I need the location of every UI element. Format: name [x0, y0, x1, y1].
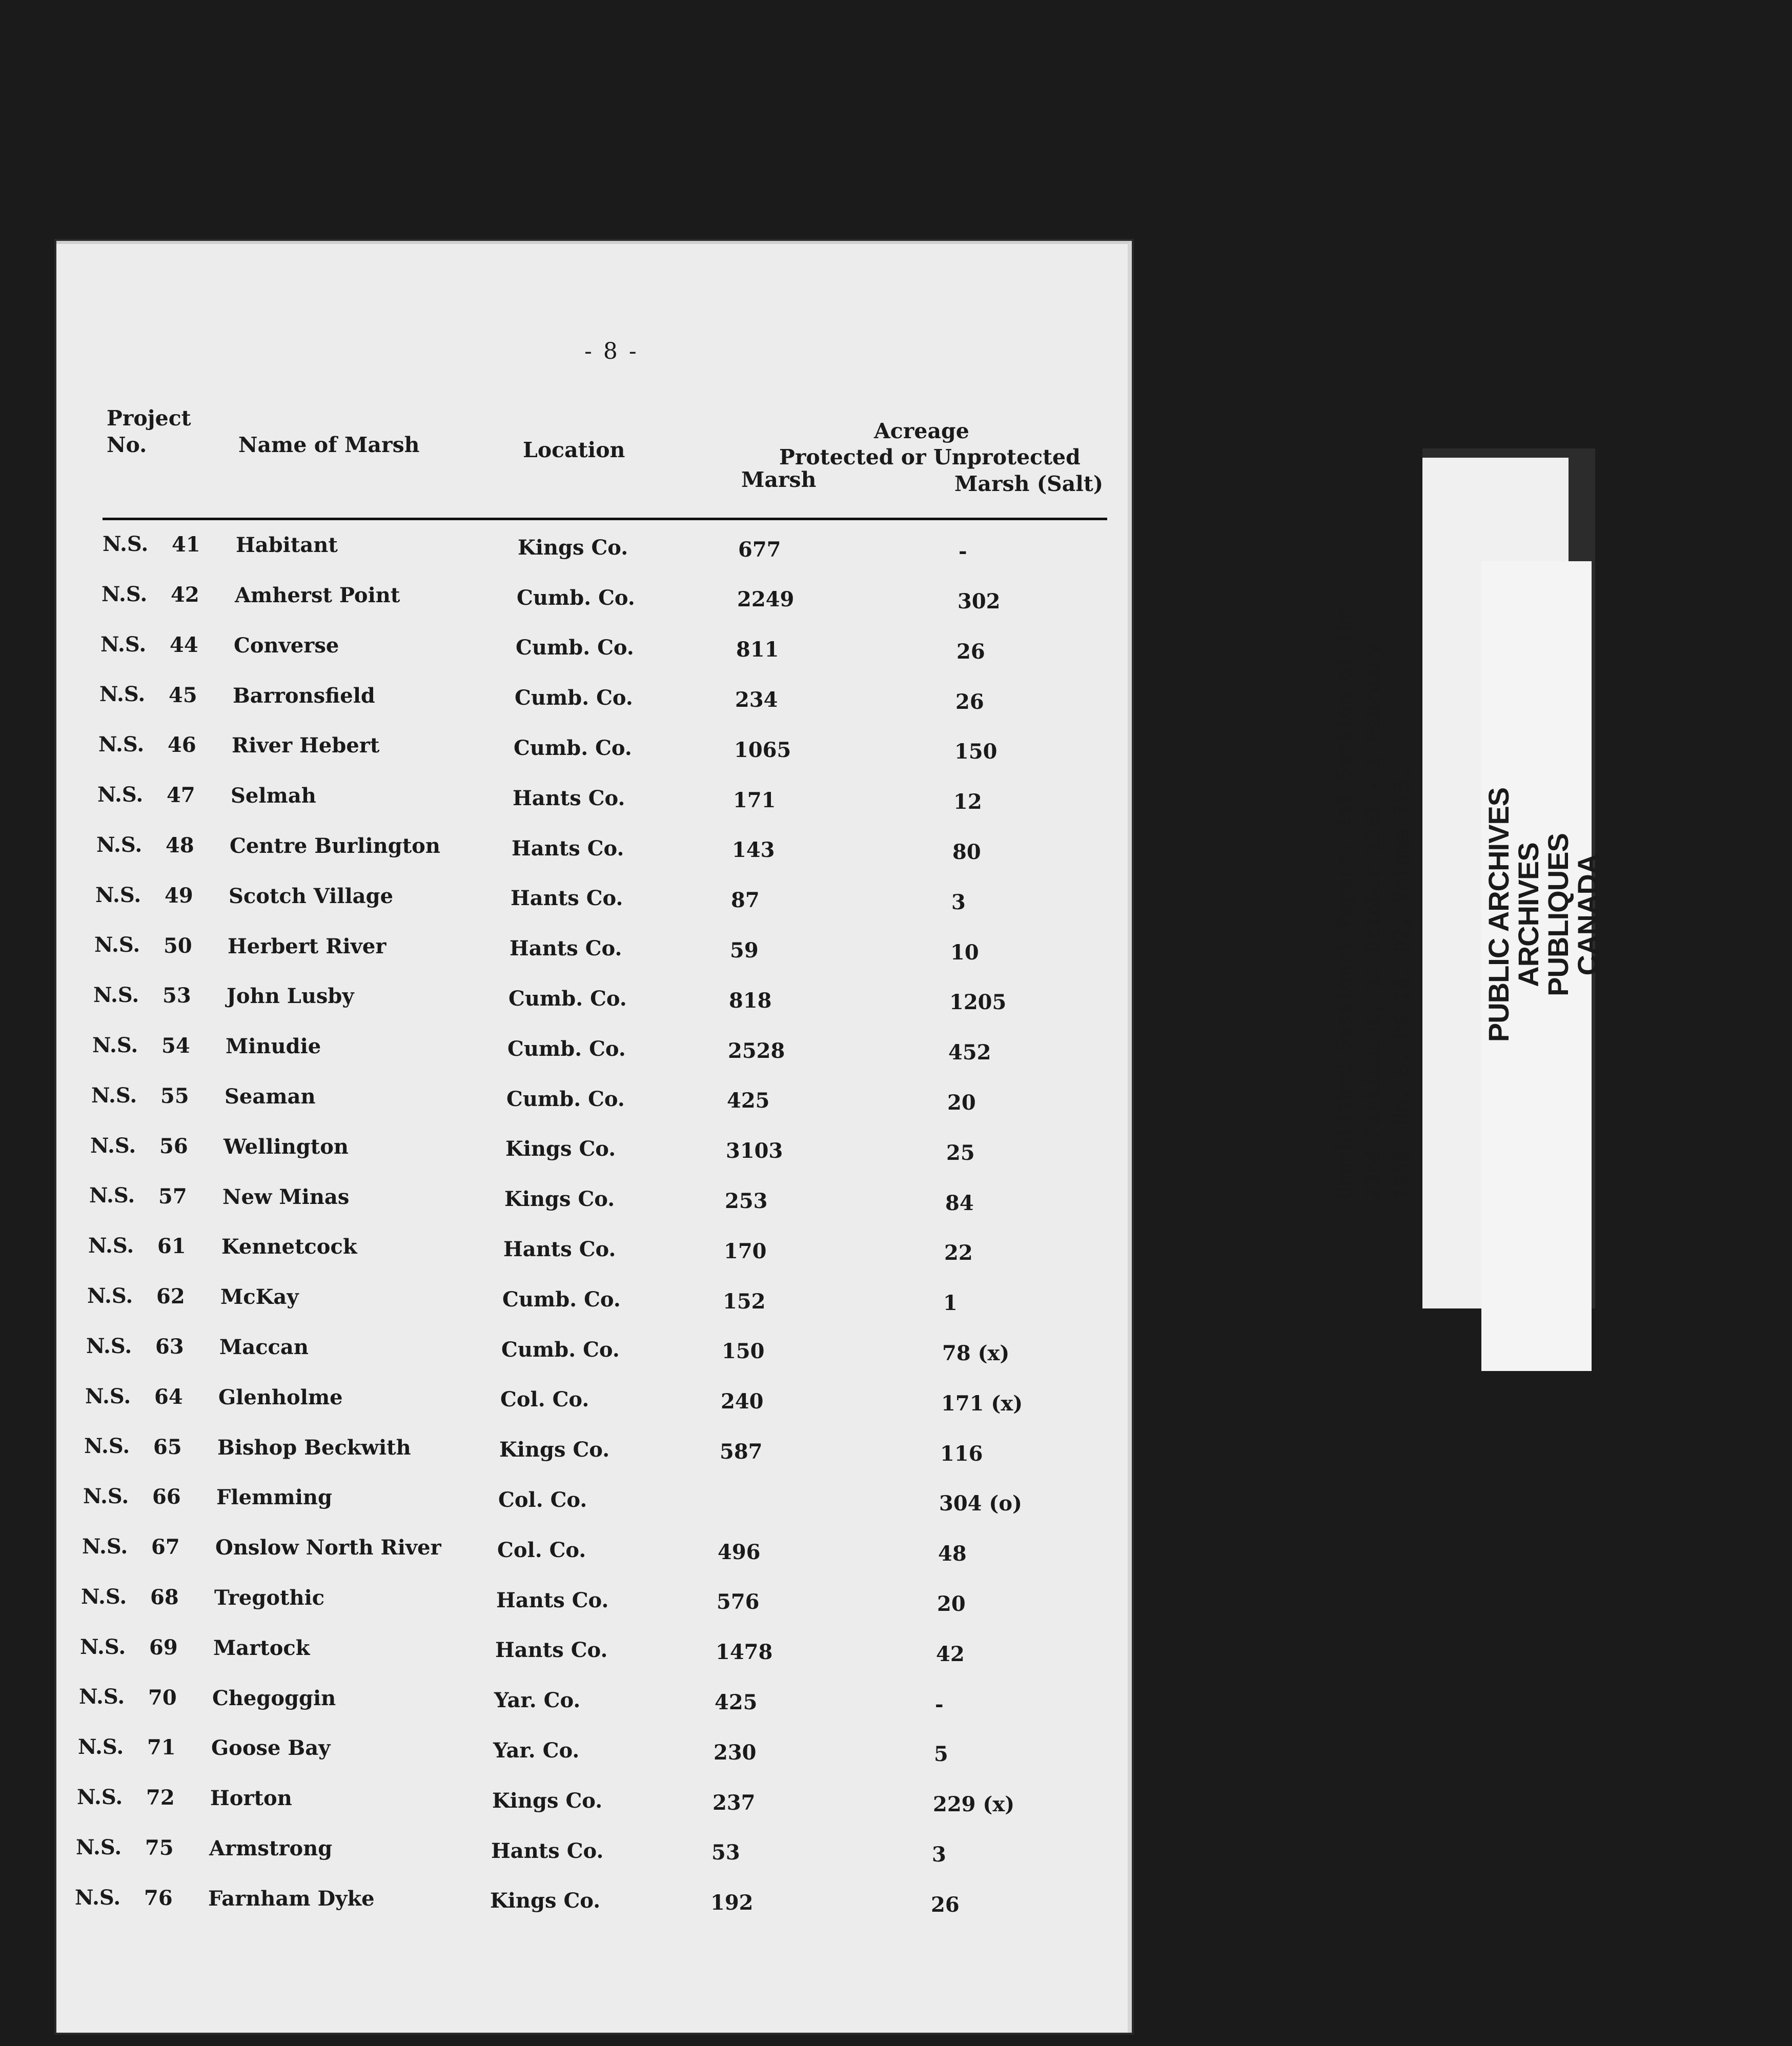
row-prefix: N.S. — [94, 933, 140, 957]
archive-label-line3: 1958. No. 8, RG 14, D2, Volume 773. — [1390, 767, 1414, 1199]
header-divider — [103, 518, 1107, 520]
row-prefix: N.S. — [79, 1685, 125, 1709]
table-row — [0, 1431, 1792, 1466]
row-unprotected-acreage: - — [959, 539, 967, 564]
row-prefix: N.S. — [75, 1885, 121, 1910]
row-location: Hants Co. — [510, 936, 622, 961]
row-marsh-name: River Hebert — [232, 733, 380, 758]
row-protected-acreage: 170 — [724, 1239, 767, 1263]
table-row — [0, 1381, 1792, 1416]
header-unprotected-marsh-salt: Marsh (Salt) — [954, 472, 1104, 496]
row-location: Hants Co. — [511, 886, 623, 911]
row-prefix: N.S. — [76, 1835, 122, 1859]
row-location: Cumb. Co. — [506, 1087, 625, 1111]
row-protected-acreage: 230 — [714, 1740, 757, 1765]
stamp-line1: PUBLIC ARCHIVES — [1482, 787, 1515, 1042]
row-protected-acreage: 240 — [721, 1389, 764, 1414]
row-marsh-name: McKay — [220, 1285, 299, 1310]
row-prefix: N.S. — [97, 783, 144, 807]
row-project-number: 72 — [146, 1786, 175, 1810]
row-marsh-name: Flemming — [216, 1485, 332, 1510]
row-protected-acreage: 811 — [736, 638, 779, 662]
row-location: Col. Co. — [497, 1538, 586, 1562]
row-prefix: N.S. — [83, 1484, 129, 1509]
row-unprotected-acreage: 5 — [934, 1742, 948, 1767]
row-unprotected-acreage: 304 (o) — [939, 1491, 1022, 1516]
row-location: Kings Co. — [505, 1137, 616, 1161]
row-location: Hants Co. — [496, 1588, 609, 1612]
row-marsh-name: Horton — [210, 1786, 292, 1811]
row-unprotected-acreage: 42 — [936, 1642, 965, 1666]
row-project-number: 66 — [152, 1485, 181, 1509]
header-acreage: Acreage — [874, 419, 969, 443]
row-location: Hants Co. — [503, 1237, 616, 1262]
row-location: Cumb. Co. — [515, 686, 633, 710]
row-location: Yar. Co. — [493, 1738, 580, 1763]
row-location: Kings Co. — [499, 1438, 610, 1462]
row-location: Kings Co. — [492, 1788, 603, 1813]
header-location: Location — [523, 438, 625, 462]
row-location: Yar. Co. — [494, 1688, 581, 1713]
row-marsh-name: Martock — [213, 1635, 310, 1660]
row-marsh-name: Kennetcock — [221, 1235, 357, 1259]
header-protected-unprotected: Protected or Unprotected — [779, 445, 1081, 469]
row-prefix: N.S. — [84, 1434, 130, 1459]
row-project-number: 42 — [171, 582, 199, 607]
row-project-number: 67 — [151, 1535, 180, 1560]
row-unprotected-acreage: 3 — [951, 890, 966, 914]
row-protected-acreage: 143 — [732, 838, 775, 863]
row-marsh-name: New Minas — [222, 1184, 350, 1209]
table-row — [0, 1582, 1792, 1616]
row-unprotected-acreage: - — [935, 1692, 944, 1716]
row-prefix: N.S. — [85, 1384, 131, 1408]
row-unprotected-acreage: 78 (x) — [942, 1341, 1010, 1365]
row-protected-acreage: 2528 — [728, 1038, 785, 1063]
row-project-number: 44 — [170, 632, 198, 657]
header-name-of-marsh: Name of Marsh — [238, 433, 420, 457]
row-protected-acreage: 253 — [725, 1189, 768, 1213]
table-row — [0, 1732, 1792, 1767]
row-location: Kings Co. — [518, 535, 628, 560]
row-prefix: N.S. — [80, 1634, 126, 1659]
header-project-line2: No. — [107, 433, 147, 457]
row-location: Hants Co. — [491, 1838, 604, 1863]
table-row — [0, 1883, 1792, 1917]
row-protected-acreage: 3103 — [726, 1139, 783, 1163]
row-prefix: N.S. — [82, 1535, 128, 1559]
row-protected-acreage: 53 — [711, 1840, 740, 1865]
row-protected-acreage: 150 — [722, 1339, 765, 1364]
row-marsh-name: Chegoggin — [212, 1686, 336, 1710]
row-prefix: N.S. — [95, 883, 141, 907]
row-unprotected-acreage: 150 — [954, 740, 997, 764]
row-location: Kings Co. — [504, 1187, 615, 1212]
row-location: Col. Co. — [498, 1488, 587, 1512]
row-marsh-name: Centre Burlington — [230, 834, 440, 858]
row-project-number: 76 — [144, 1886, 173, 1910]
row-unprotected-acreage: 48 — [938, 1542, 967, 1566]
row-project-number: 55 — [160, 1083, 189, 1108]
row-project-number: 41 — [172, 533, 200, 557]
page-number: - 8 - — [584, 338, 639, 364]
row-project-number: 45 — [169, 683, 197, 707]
row-project-number: 46 — [168, 733, 196, 758]
row-unprotected-acreage: 12 — [953, 790, 982, 814]
row-unprotected-acreage: 302 — [958, 589, 1001, 613]
row-location: Hants Co. — [513, 786, 625, 810]
row-unprotected-acreage: 10 — [950, 940, 979, 965]
row-marsh-name: Scotch Village — [229, 884, 394, 908]
row-unprotected-acreage: 84 — [945, 1191, 974, 1215]
row-protected-acreage: 234 — [735, 687, 778, 712]
row-unprotected-acreage: 20 — [947, 1090, 976, 1115]
row-project-number: 75 — [145, 1835, 174, 1860]
row-marsh-name: Barronsfield — [233, 683, 375, 708]
row-project-number: 63 — [155, 1334, 184, 1359]
row-protected-acreage: 818 — [729, 988, 772, 1013]
row-marsh-name: Converse — [234, 633, 339, 658]
row-project-number: 69 — [149, 1635, 178, 1660]
row-marsh-name: Herbert River — [228, 934, 386, 958]
row-prefix: N.S. — [78, 1735, 124, 1759]
row-unprotected-acreage: 22 — [944, 1241, 973, 1265]
row-prefix: N.S. — [81, 1584, 127, 1609]
row-prefix: N.S. — [100, 632, 147, 657]
row-protected-acreage: 192 — [710, 1891, 754, 1915]
row-project-number: 48 — [166, 833, 194, 857]
row-protected-acreage: 576 — [717, 1590, 760, 1614]
row-unprotected-acreage: 452 — [948, 1040, 991, 1065]
table-row — [0, 1632, 1792, 1666]
row-prefix: N.S. — [101, 582, 148, 606]
row-project-number: 57 — [158, 1184, 187, 1209]
row-marsh-name: Goose Bay — [211, 1736, 331, 1761]
archives-stamp — [1484, 761, 1603, 1069]
stamp-line3: CANADA — [1572, 854, 1604, 976]
row-unprotected-acreage: 1 — [943, 1291, 958, 1316]
row-unprotected-acreage: 1205 — [949, 990, 1007, 1015]
row-prefix: N.S. — [99, 682, 146, 707]
table-row — [0, 1531, 1792, 1566]
row-project-number: 56 — [159, 1134, 188, 1158]
header-protected-marsh: Marsh — [741, 467, 817, 492]
row-location: Cumb. Co. — [516, 636, 634, 660]
row-unprotected-acreage: 171 (x) — [941, 1391, 1023, 1416]
row-marsh-name: Onslow North River — [215, 1536, 441, 1560]
row-project-number: 68 — [150, 1585, 179, 1609]
row-project-number: 54 — [161, 1034, 190, 1058]
row-unprotected-acreage: 80 — [952, 840, 981, 864]
row-unprotected-acreage: 26 — [956, 639, 985, 664]
row-unprotected-acreage: 3 — [932, 1842, 946, 1867]
row-unprotected-acreage: 20 — [937, 1591, 966, 1616]
row-protected-acreage: 1478 — [716, 1640, 773, 1665]
row-location: Col. Co. — [500, 1387, 589, 1412]
row-marsh-name: John Lusby — [227, 984, 354, 1009]
row-unprotected-acreage: 229 (x) — [933, 1792, 1015, 1817]
row-location: Cumb. Co. — [501, 1337, 620, 1362]
row-prefix: N.S. — [90, 1133, 136, 1158]
row-location: Cumb. Co. — [507, 1036, 626, 1061]
row-marsh-name: Minudie — [226, 1034, 321, 1059]
row-protected-acreage: 237 — [712, 1790, 756, 1815]
row-prefix: N.S. — [96, 832, 142, 857]
row-marsh-name: Bishop Beckwith — [217, 1435, 411, 1460]
row-prefix: N.S. — [86, 1334, 132, 1358]
row-marsh-name: Amherst Point — [235, 583, 400, 607]
row-marsh-name: Selmah — [231, 784, 316, 808]
row-prefix: N.S. — [88, 1234, 134, 1258]
row-marsh-name: Tregothic — [214, 1586, 325, 1610]
row-project-number: 49 — [165, 883, 193, 908]
row-project-number: 53 — [162, 984, 191, 1008]
row-marsh-name: Wellington — [223, 1134, 349, 1159]
row-prefix: N.S. — [91, 1083, 137, 1108]
row-protected-acreage: 496 — [718, 1540, 761, 1564]
row-location: Cumb. Co. — [508, 987, 627, 1011]
row-project-number: 64 — [154, 1384, 183, 1409]
row-prefix: N.S. — [87, 1284, 133, 1308]
row-protected-acreage: 425 — [727, 1089, 770, 1113]
row-protected-acreage: 152 — [723, 1289, 766, 1314]
row-prefix: N.S. — [92, 1033, 138, 1057]
row-protected-acreage: 1065 — [734, 738, 791, 762]
row-prefix: N.S. — [98, 732, 145, 757]
row-location: Hants Co. — [512, 836, 624, 861]
row-project-number: 65 — [153, 1435, 182, 1459]
row-project-number: 61 — [157, 1234, 186, 1259]
row-prefix: N.S. — [89, 1183, 135, 1208]
row-unprotected-acreage: 25 — [946, 1140, 975, 1165]
row-protected-acreage: 171 — [733, 788, 776, 812]
archive-label-line1: Unpublished Sessional Papers, 1st Session of the — [1333, 607, 1356, 1199]
row-marsh-name: Armstrong — [209, 1836, 333, 1860]
row-protected-acreage: 87 — [731, 888, 760, 913]
row-project-number: 70 — [148, 1685, 177, 1710]
row-marsh-name: Maccan — [219, 1335, 309, 1359]
header-project-line1: Project — [107, 406, 191, 431]
row-protected-acreage: 677 — [738, 537, 781, 562]
row-location: Cumb. Co. — [502, 1287, 621, 1312]
row-protected-acreage: 59 — [730, 938, 759, 963]
row-location: Cumb. Co. — [514, 736, 632, 761]
row-protected-acreage: 2249 — [737, 587, 795, 612]
row-prefix: N.S. — [77, 1785, 123, 1809]
row-project-number: 47 — [167, 783, 195, 808]
row-location: Kings Co. — [490, 1889, 601, 1913]
table-row — [0, 1682, 1792, 1716]
row-marsh-name: Seaman — [225, 1085, 316, 1109]
row-project-number: 71 — [147, 1735, 176, 1760]
archive-label-text — [1330, 431, 1416, 1199]
row-unprotected-acreage: 116 — [940, 1441, 983, 1466]
row-location: Cumb. Co. — [517, 585, 635, 610]
row-protected-acreage: 425 — [715, 1690, 758, 1714]
row-unprotected-acreage: 26 — [955, 689, 984, 714]
row-project-number: 50 — [164, 933, 192, 958]
table-row — [0, 1832, 1792, 1867]
row-protected-acreage: 587 — [720, 1439, 763, 1464]
row-marsh-name: Glenholme — [218, 1385, 343, 1409]
row-project-number: 62 — [156, 1284, 185, 1309]
row-marsh-name: Farnham Dyke — [208, 1886, 375, 1911]
row-prefix: N.S. — [103, 532, 149, 556]
archive-label-line2: 23rd Parliament, 14 October 1957 - 1 February — [1361, 644, 1385, 1199]
table-row — [0, 1782, 1792, 1817]
stamp-line2: ARCHIVES PUBLIQUES — [1512, 833, 1574, 996]
row-unprotected-acreage: 26 — [931, 1892, 960, 1917]
row-prefix: N.S. — [93, 983, 139, 1008]
table-row — [0, 1481, 1792, 1516]
row-marsh-name: Habitant — [236, 533, 338, 558]
row-location: Hants Co. — [495, 1638, 608, 1663]
header-project-no — [107, 405, 191, 458]
